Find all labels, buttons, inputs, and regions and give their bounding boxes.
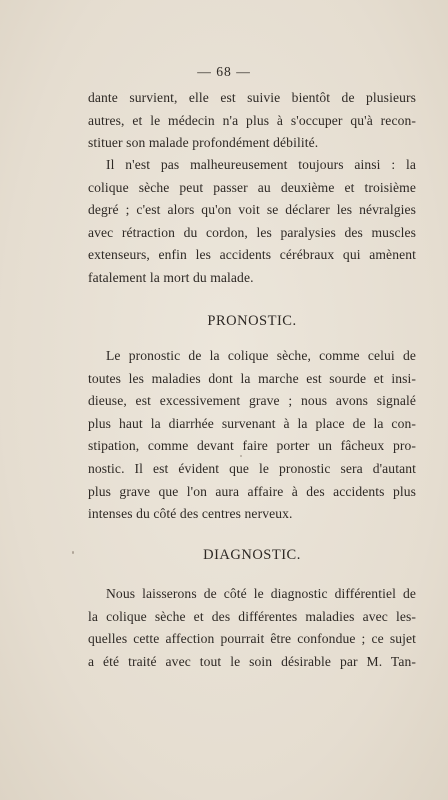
text-line: extenseurs, enfin les accidents cérébraux qui amènent: [88, 247, 416, 263]
text-line: stituer son malade profondément débilité.: [88, 135, 319, 151]
section-heading-diagnostic: DIAGNOSTIC.: [203, 547, 301, 563]
page-number: — 68 —: [197, 64, 251, 79]
text-line: autres, et le médecin n'a plus à s'occuper qu'à recon-: [88, 112, 416, 128]
paper-speck: [72, 551, 74, 554]
paragraph-3: [88, 345, 416, 526]
paragraph-4: [88, 583, 416, 673]
text-line: plus grave que l'on aura affaire à des accidents plus: [88, 483, 416, 499]
text-line: toutes les maladies dont la marche est sourde et insi-: [88, 370, 416, 386]
text-line: stipation, comme devant faire porter un fâcheux pro-: [88, 438, 416, 454]
paper-speck: [240, 455, 242, 457]
text-line: nostic. Il est évident que le pronostic sera d'autant: [88, 460, 416, 476]
text-line: dieuse, est excessivement grave ; nous avons signalé: [88, 393, 416, 409]
text-line: quelles cette affection pourrait être confondue ; ce sujet: [88, 631, 416, 647]
text-line: intenses du côté des centres nerveux.: [88, 506, 293, 522]
paragraph-1: [88, 87, 416, 155]
text-line: degré ; c'est alors qu'on voit se déclarer les névralgies: [88, 202, 416, 218]
text-line: colique sèche peut passer au deuxième et troisième: [88, 179, 416, 195]
text-line: Il n'est pas malheureusement toujours ainsi : la: [106, 157, 416, 172]
text-line: a été traité avec tout le soin désirable par M. Tan-: [88, 653, 416, 669]
text-line: la colique sèche et des différentes maladies avec les-: [88, 608, 416, 624]
text-line: dante survient, elle est suivie bientôt de plusieurs: [88, 90, 416, 105]
paragraph-2: [88, 154, 416, 290]
text-line: fatalement la mort du malade.: [88, 269, 254, 285]
text-line: plus haut la diarrhée survenant à la place de la con-: [88, 415, 416, 431]
section-heading-pronostic: PRONOSTIC.: [207, 313, 297, 329]
text-line: Nous laisserons de côté le diagnostic différentiel de: [106, 586, 416, 601]
text-line: Le pronostic de la colique sèche, comme celui de: [106, 348, 416, 363]
text-line: avec rétraction du cordon, les paralysies des muscles: [88, 224, 416, 240]
